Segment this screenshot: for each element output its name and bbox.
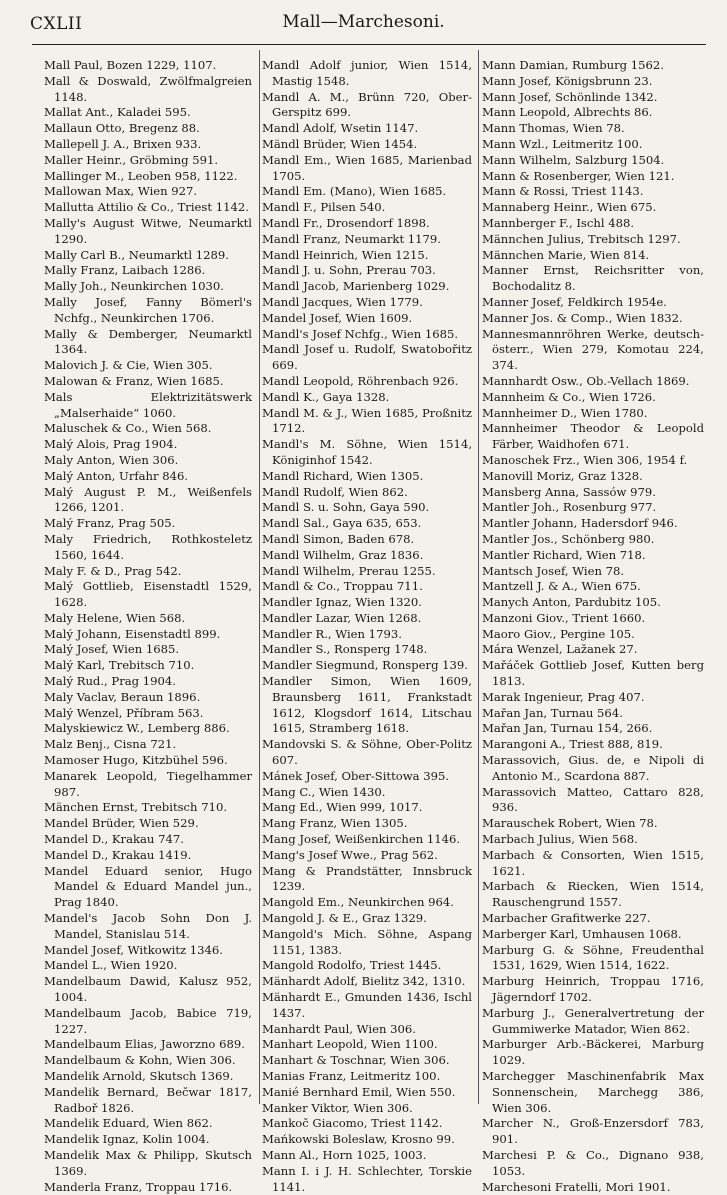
directory-entry: Mandl Simon, Baden 678. xyxy=(262,531,415,546)
directory-entry: Mandel D., Krakau 1419. xyxy=(44,847,192,862)
directory-entry: Mařan Jan, Turnau 564. xyxy=(482,705,623,720)
directory-entry: Malý Alois, Prag 1904. xyxy=(44,437,178,452)
directory-entry: Mandl Josef u. Rudolf, Swatobořitz 669. xyxy=(262,342,472,373)
column-3 xyxy=(482,58,704,1195)
directory-entry: Mally's August Witwe, Neumarktl 1290. xyxy=(44,215,252,246)
directory-entry: Marassovich Matteo, Cattaro 828, 936. xyxy=(482,784,704,815)
directory-entry: Marchesoni Fratelli, Mori 1901. xyxy=(482,1179,671,1194)
directory-entry: Mann & Rosenberger, Wien 121. xyxy=(482,168,675,183)
directory-entry: Mangold Em., Neunkirchen 964. xyxy=(262,895,454,910)
directory-entry: Mallinger M., Leoben 958, 1122. xyxy=(44,168,238,183)
directory-entry: Mang Franz, Wien 1305. xyxy=(262,816,408,831)
directory-entry: Mandel D., Krakau 747. xyxy=(44,832,184,847)
directory-entry: Männchen Marie, Wien 814. xyxy=(482,247,650,262)
directory-entry: Mang's Josef Wwe., Prag 562. xyxy=(262,847,438,862)
directory-entry: Mandelbaum Dawid, Kalusz 952, 1004. xyxy=(44,974,252,1005)
page-number: CXLII xyxy=(30,14,83,34)
directory-entry: Mally Joh., Neunkirchen 1030. xyxy=(44,279,224,294)
directory-entry: Mann Al., Horn 1025, 1003. xyxy=(262,1147,427,1162)
directory-entry: Marbach & Consorten, Wien 1515, 1621. xyxy=(482,847,704,878)
directory-entry: Mann I. i J. H. Schlechter, Torskie 1141. xyxy=(262,1163,472,1194)
directory-entry: Maoro Giov., Pergine 105. xyxy=(482,626,635,641)
directory-entry: Manych Anton, Pardubitz 105. xyxy=(482,595,661,610)
directory-entry: Malowan & Franz, Wien 1685. xyxy=(44,373,224,388)
directory-entry: Mandler Simon, Wien 1609, Braunsberg 1611, Frankstadt 1612, Klogsdorf 1614, Litschau 1615, Stramberg 1618. xyxy=(262,674,472,736)
directory-entry: Mallutta Attilio & Co., Triest 1142. xyxy=(44,200,249,215)
directory-entry: Mandler R., Wien 1793. xyxy=(262,626,402,641)
directory-entry: Mannberger F., Ischl 488. xyxy=(482,215,635,230)
directory-entry: Manié Bernhard Emil, Wien 550. xyxy=(262,1084,456,1099)
directory-entry: Mann Wzl., Leitmeritz 100. xyxy=(482,136,643,151)
directory-entry: Malý Franz, Prag 505. xyxy=(44,516,176,531)
directory-entry: Mannhardt Osw., Ob.-Vellach 1869. xyxy=(482,373,690,388)
directory-entry: Malý August P. M., Weißenfels 1266, 1201. xyxy=(44,484,252,515)
directory-entry: Mangold's Mich. Söhne, Aspang 1151, 1383. xyxy=(262,926,472,957)
directory-entry: Malz Benj., Cisna 721. xyxy=(44,737,177,752)
directory-entry: Mann Leopold, Albrechts 86. xyxy=(482,105,653,120)
directory-entry: Mandl Em., Wien 1685, Marienbad 1705. xyxy=(262,152,472,183)
directory-entry: Manovill Moriz, Graz 1328. xyxy=(482,468,643,483)
directory-entry: Mandl Heinrich, Wien 1215. xyxy=(262,247,429,262)
directory-entry: Marbacher Grafitwerke 227. xyxy=(482,911,651,926)
directory-entry: Mandelbaum Elias, Jaworzno 689. xyxy=(44,1037,245,1052)
directory-entry: Manias Franz, Leitmeritz 100. xyxy=(262,1069,441,1083)
directory-entry: Marcher N., Groß-Enzersdorf 783, 901. xyxy=(482,1116,704,1147)
directory-entry: Mandel L., Wien 1920. xyxy=(44,958,178,973)
directory-entry: Mandler Lazar, Wien 1268. xyxy=(262,610,422,625)
directory-entry: Mamoser Hugo, Kitzbühel 596. xyxy=(44,753,228,768)
directory-entry: Marbach Julius, Wien 568. xyxy=(482,832,638,847)
directory-entry: Mally Carl B., Neumarktl 1289. xyxy=(44,247,229,262)
directory-entry: Manzoni Giov., Trient 1660. xyxy=(482,610,646,625)
directory-entry: Mandl Wilhelm, Graz 1836. xyxy=(262,547,424,562)
directory-entry: Maller Heinr., Gröbming 591. xyxy=(44,152,219,167)
directory-entry: Mandel Eduard senior, Hugo Mandel & Eduard Mandel jun., Prag 1840. xyxy=(44,863,252,910)
directory-entry: Mára Wenzel, Lažanek 27. xyxy=(482,642,638,657)
directory-entry: Manoschek Frz., Wien 306, 1954 f. xyxy=(482,452,688,467)
column-2 xyxy=(262,58,472,1195)
directory-entry: Maly Helene, Wien 568. xyxy=(44,610,186,625)
directory-entry: Mankoč Giacomo, Triest 1142. xyxy=(262,1116,443,1131)
directory-entry: Mandelik Eduard, Wien 862. xyxy=(44,1116,213,1131)
directory-entry: Mänhardt E., Gmunden 1436, Ischl 1437. xyxy=(262,990,472,1020)
directory-entry: Mandl Richard, Wien 1305. xyxy=(262,468,424,483)
directory-entry: Maly Vaclav, Beraun 1896. xyxy=(44,689,201,704)
directory-entry: Malý Johann, Eisenstadtl 899. xyxy=(44,626,221,641)
directory-entry: Mařan Jan, Turnau 154, 266. xyxy=(482,721,653,736)
directory-entry: Mann & Rossi, Triest 1143. xyxy=(482,184,644,199)
directory-entry: Mandl Adolf junior, Wien 1514, Mastig 1548. xyxy=(262,58,472,88)
directory-entry: Mandl's M. Söhne, Wien 1514, Königinhof 1542. xyxy=(262,437,472,467)
directory-entry: Mannesmannröhren Werke, deutsch-österr., Wien 279, Komotau 224, 374. xyxy=(482,326,704,373)
directory-entry: Mallowan Max, Wien 927. xyxy=(44,184,198,199)
directory-entry: Mann Wilhelm, Salzburg 1504. xyxy=(482,152,665,167)
directory-entry: Malý Karl, Trebitsch 710. xyxy=(44,658,195,673)
directory-entry: Mändl Brüder, Wien 1454. xyxy=(262,136,418,151)
directory-entry: Mandel Brüder, Wien 529. xyxy=(44,816,199,831)
header-rule xyxy=(32,44,706,45)
column-1 xyxy=(44,58,252,1195)
directory-entry: Mandl's Josef Nchfg., Wien 1685. xyxy=(262,326,459,341)
directory-entry: Mantler Joh., Rosenburg 977. xyxy=(482,500,657,515)
directory-entry: Mandl M. & J., Wien 1685, Proßnitz 1712. xyxy=(262,405,472,436)
directory-entry: Mandelik Ignaz, Kolin 1004. xyxy=(44,1132,210,1147)
running-title: Mall—Marchesoni. xyxy=(282,12,445,32)
directory-entry: Mańkowski Boleslaw, Krosno 99. xyxy=(262,1132,455,1147)
directory-entry: Mänchen Ernst, Trebitsch 710. xyxy=(44,800,228,815)
directory-entry: Mandl F., Pilsen 540. xyxy=(262,200,386,215)
directory-entry: Manner Josef, Feldkirch 1954e. xyxy=(482,294,667,309)
directory-entry: Mall Paul, Bozen 1229, 1107. xyxy=(44,58,217,72)
directory-entry: Maluschek & Co., Wien 568. xyxy=(44,421,212,436)
directory-entry: Marak Ingenieur, Prag 407. xyxy=(482,689,645,704)
directory-entry: Männchen Julius, Trebitsch 1297. xyxy=(482,231,681,246)
directory-entry: Mann Damian, Rumburg 1562. xyxy=(482,58,664,72)
directory-entry: Mally Josef, Fanny Bömerl's Nchfg., Neunkirchen 1706. xyxy=(44,294,252,325)
directory-entry: Mannheimer D., Wien 1780. xyxy=(482,405,648,420)
directory-entry: Manker Viktor, Wien 306. xyxy=(262,1100,413,1115)
directory-entry: Mandl Sal., Gaya 635, 653. xyxy=(262,516,422,531)
directory-entry: Mantzell J. & A., Wien 675. xyxy=(482,579,641,594)
directory-entry: Mann Josef, Königsbrunn 23. xyxy=(482,73,653,88)
directory-entry: Malyskiewicz W., Lemberg 886. xyxy=(44,721,230,736)
directory-entry: Malý Josef, Wien 1685. xyxy=(44,642,180,657)
directory-entry: Mals Elektrizitätswerk „Malserhaide“ 1060. xyxy=(44,389,252,420)
directory-entry: Marburg G. & Söhne, Freudenthal 1531, 1629, Wien 1514, 1622. xyxy=(482,942,704,973)
directory-entry: Malovich J. & Cie, Wien 305. xyxy=(44,358,213,373)
directory-entry: Mandl A. M., Brünn 720, Ober-Gerspitz 699. xyxy=(262,89,472,120)
directory-entry: Mänhardt Adolf, Bielitz 342, 1310. xyxy=(262,974,466,989)
directory-entry: Marchegger Maschinenfabrik Max Sonnenschein, Marchegg 386, Wien 306. xyxy=(482,1069,704,1115)
directory-entry: Maly F. & D., Prag 542. xyxy=(44,563,182,578)
directory-entry: Mandler Ignaz, Wien 1320. xyxy=(262,595,422,610)
directory-entry: Mandelik Arnold, Skutsch 1369. xyxy=(44,1069,234,1083)
directory-entry: Mandl Wilhelm, Prerau 1255. xyxy=(262,563,436,578)
directory-entry: Mallaun Otto, Bregenz 88. xyxy=(44,121,200,136)
directory-entry: Mandl Rudolf, Wien 862. xyxy=(262,484,408,499)
directory-entry: Maly Anton, Wien 306. xyxy=(44,452,179,467)
directory-entry: Mallepell J. A., Brixen 933. xyxy=(44,136,202,151)
directory-entry: Mandl Franz, Neumarkt 1179. xyxy=(262,231,441,246)
directory-entry: Mařáček Gottlieb Josef, Kutten berg 1813. xyxy=(482,658,704,689)
directory-entry: Mangold J. & E., Graz 1329. xyxy=(262,911,427,926)
directory-entry: Mangold Rodolfo, Triest 1445. xyxy=(262,958,442,973)
directory-entry: Mallat Ant., Kaladei 595. xyxy=(44,105,191,120)
directory-entry: Mandelbaum & Kohn, Wien 306. xyxy=(44,1053,236,1068)
directory-entry: Mandl J. u. Sohn, Prerau 703. xyxy=(262,263,436,278)
directory-entry: Marauschek Robert, Wien 78. xyxy=(482,816,658,831)
directory-entry: Mandl & Co., Troppau 711. xyxy=(262,579,423,594)
directory-entry: Mandl Em. (Mano), Wien 1685. xyxy=(262,184,447,199)
directory-entry: Mandl S. u. Sohn, Gaya 590. xyxy=(262,500,430,515)
directory-entry: Marburg Heinrich, Troppau 1716, Jägerndorf 1702. xyxy=(482,974,704,1005)
directory-entry: Mannaberg Heinr., Wien 675. xyxy=(482,200,657,215)
directory-entry: Mally Franz, Laibach 1286. xyxy=(44,263,206,278)
directory-entry: Mandel Josef, Witkowitz 1346. xyxy=(44,942,223,957)
directory-entry: Marchesi P. & Co., Dignano 938, 1053. xyxy=(482,1147,704,1178)
directory-entry: Malý Gottlieb, Eisenstadtl 1529, 1628. xyxy=(44,579,252,610)
directory-entry: Malý Anton, Urfahr 846. xyxy=(44,468,189,483)
directory-entry: Mandl Fr., Drosendorf 1898. xyxy=(262,215,430,230)
directory-entry: Mann Thomas, Wien 78. xyxy=(482,121,625,136)
directory-entry: Marangoni A., Triest 888, 819. xyxy=(482,737,663,752)
directory-entry: Mall & Doswald, Zwölfmalgreien 1148. xyxy=(44,73,252,104)
directory-entry: Marburger Arb.-Bäckerei, Marburg 1029. xyxy=(482,1037,704,1068)
directory-entry: Mantler Jos., Schönberg 980. xyxy=(482,531,655,546)
directory-entry: Mannheimer Theodor & Leopold Färber, Waidhofen 671. xyxy=(482,421,704,452)
directory-entry: Maly Friedrich, Rothkosteletz 1560, 1644. xyxy=(44,531,252,562)
directory-entry: Manhardt Paul, Wien 306. xyxy=(262,1021,416,1036)
directory-entry: Marassovich, Gius. de, e Nipoli di Antonio M., Scardona 887. xyxy=(482,753,704,783)
directory-entry: Manarek Leopold, Tiegelhammer 987. xyxy=(44,768,252,799)
directory-entry: Mang & Prandstätter, Innsbruck 1239. xyxy=(262,863,472,894)
directory-entry: Mandelik Bernard, Bečwar 1817, Radboř 1826. xyxy=(44,1084,252,1115)
directory-entry: Mannheim & Co., Wien 1726. xyxy=(482,389,656,404)
directory-entry: Marbach & Riecken, Wien 1514, Rauschengrund 1557. xyxy=(482,879,704,910)
directory-entry: Mandl Adolf, Wsetin 1147. xyxy=(262,121,419,136)
directory-entry: Mang C., Wien 1430. xyxy=(262,784,386,799)
directory-entry: Marberger Karl, Umhausen 1068. xyxy=(482,926,682,941)
directory-entry: Mang Ed., Wien 999, 1017. xyxy=(262,800,423,815)
directory-entry: Manhart & Toschnar, Wien 306. xyxy=(262,1053,450,1068)
directory-entry: Malý Rud., Prag 1904. xyxy=(44,674,176,689)
directory-entry: Mandl K., Gaya 1328. xyxy=(262,389,390,404)
directory-entry: Mandelbaum Jacob, Babice 719, 1227. xyxy=(44,1005,252,1036)
directory-entry: Mandelik Max & Philipp, Skutsch 1369. xyxy=(44,1147,252,1178)
directory-entry: Mang Josef, Weißenkirchen 1146. xyxy=(262,832,461,847)
directory-entry: Mantler Johann, Hadersdorf 946. xyxy=(482,516,678,531)
directory-columns xyxy=(44,58,704,1194)
directory-entry: Manner Ernst, Reichsritter von, Bochodalitz 8. xyxy=(482,263,704,294)
directory-entry: Mantler Richard, Wien 718. xyxy=(482,547,646,562)
directory-entry: Mandl Jacques, Wien 1779. xyxy=(262,294,423,309)
directory-entry: Mánek Josef, Ober-Sittowa 395. xyxy=(262,768,450,783)
directory-entry: Mandl Jacob, Marienberg 1029. xyxy=(262,279,450,294)
directory-entry: Mandler Siegmund, Ronsperg 139. xyxy=(262,658,468,673)
directory-entry: Mantsch Josef, Wien 78. xyxy=(482,563,625,578)
directory-entry: Mally & Demberger, Neumarktl 1364. xyxy=(44,326,252,357)
directory-entry: Mandel's Jacob Sohn Don J. Mandel, Stanislau 514. xyxy=(44,911,252,941)
directory-entry: Manderla Franz, Troppau 1716. xyxy=(44,1179,233,1194)
directory-entry: Manner Jos. & Comp., Wien 1832. xyxy=(482,310,683,325)
directory-entry: Mansberg Anna, Sassów 979. xyxy=(482,484,656,499)
directory-entry: Marburg J., Generalvertretung der Gummiwerke Matador, Wien 862. xyxy=(482,1005,704,1036)
directory-entry: Mandel Josef, Wien 1609. xyxy=(262,310,413,325)
directory-entry: Mandler S., Ronsperg 1748. xyxy=(262,642,428,657)
directory-entry: Manhart Leopold, Wien 1100. xyxy=(262,1037,438,1052)
directory-entry: Mandovski S. & Söhne, Ober-Politz 607. xyxy=(262,737,472,768)
directory-entry: Mandl Leopold, Röhrenbach 926. xyxy=(262,373,459,388)
directory-entry: Mann Josef, Schönlinde 1342. xyxy=(482,89,658,104)
directory-entry: Malý Wenzel, Příbram 563. xyxy=(44,705,204,720)
